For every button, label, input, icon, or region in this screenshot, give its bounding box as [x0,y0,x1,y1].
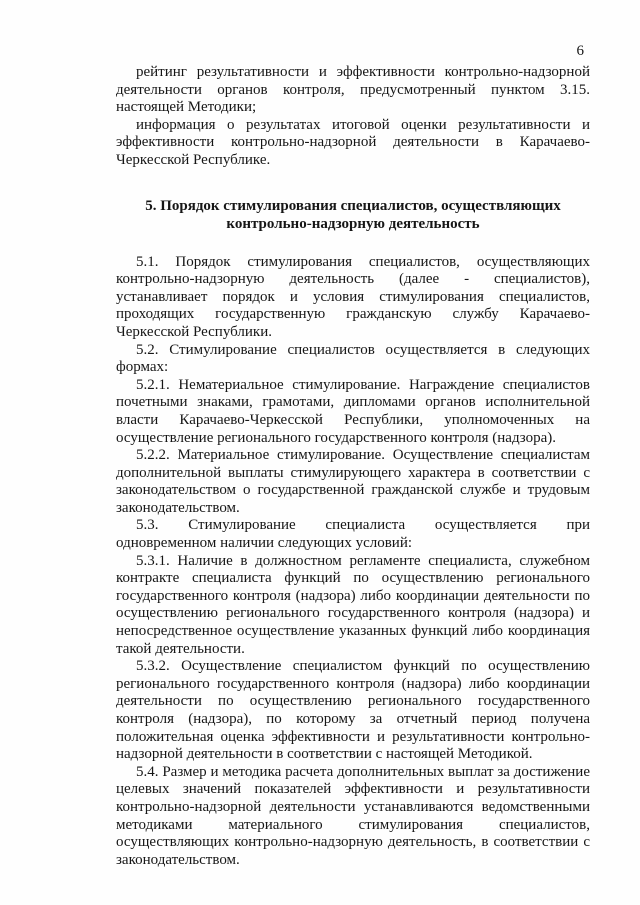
document-body [116,64,590,869]
paragraph-5-2-2: 5.2.2. Материальное стимулирование. Осуществление специалистам дополнительной выплаты стимулирующего характера в соответствии с законодательством о государственной гражданской службе и трудовым законодательством. [116,447,590,516]
paragraph-5-2: 5.2. Стимулирование специалистов осуществляется в следующих формах: [116,341,590,376]
paragraph-5-3-1: 5.3.1. Наличие в должностном регламенте специалиста, служебном контракте специалиста функций по осуществлению регионального государственного контроля (надзора) либо координации деятельности по осуществлению регионального государственного контроля (надзора) и непосредственное осуществление указанных функций либо координация такой деятельности. [116,552,590,657]
section-heading-line-2: контрольно-надзорную деятельность [226,215,480,232]
paragraph-5-3-2: 5.3.2. Осуществление специалистом функций по осуществлению регионального государственного контроля (надзора) либо координации деятельности по осуществлению регионального государственного контроля (надзора), по которому за отчетный период получена положительная оценка эффективности и результативности контрольно-надзорной деятельности в соответствии с настоящей Методикой. [116,658,590,763]
section-heading-line-1: 5. Порядок стимулирования специалистов, осуществляющих [145,197,561,214]
paragraph-5-2-1: 5.2.1. Нематериальное стимулирование. Награждение специалистов почетными знаками, грамотами, дипломами органов исполнительной власти Карачаево-Черкесской Республики, уполномоченных на осуществление регионального государственного контроля (надзора). [116,376,590,446]
section-heading [116,197,590,233]
paragraph-5-3: 5.3. Стимулирование специалиста осуществляется при одновременном наличии следующих условий: [116,517,590,552]
paragraph-information: информация о результатах итоговой оценки результативности и эффективности контрольно-надзорной деятельности в Карачаево-Черкесской Республике. [116,116,590,168]
page-number: 6 [576,43,584,59]
paragraph-rating: рейтинг результативности и эффективности контрольно-надзорной деятельности органов контроля, предусмотренный пунктом 3.15. настоящей Методики; [116,64,590,116]
paragraph-5-4: 5.4. Размер и методика расчета дополнительных выплат за достижение целевых значений показателей эффективности и результативности контрольно-надзорной деятельности устанавливаются ведомственными методиками материального стимулирования специалистов, осуществляющих контрольно-надзорную деятельность, в соответствии с законодательством. [116,763,590,868]
paragraph-5-1: 5.1. Порядок стимулирования специалистов, осуществляющих контрольно-надзорную деятельность (далее - специалистов), устанавливает порядок и условия стимулирования специалистов, проходящих государственную гражданскую службу Карачаево-Черкесской Республики. [116,253,590,340]
